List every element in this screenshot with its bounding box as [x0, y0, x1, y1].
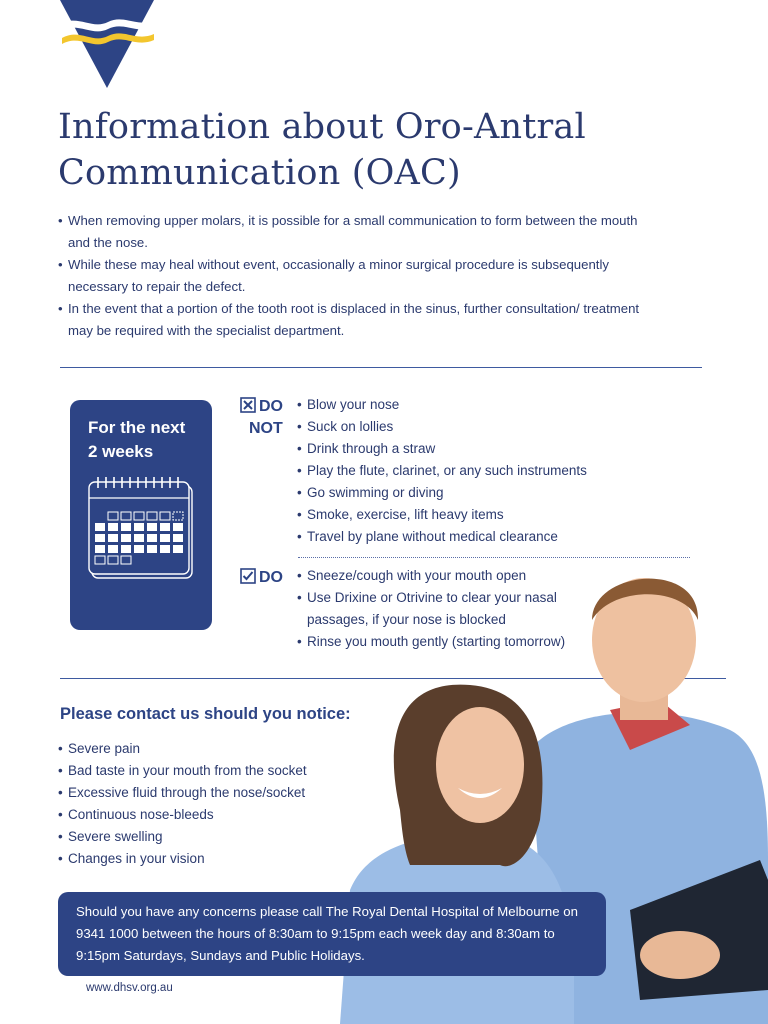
contact-info-panel — [58, 892, 606, 976]
list-item: • Severe swelling — [58, 826, 358, 848]
do-not-list — [297, 394, 717, 548]
list-item: • Excessive fluid through the nose/socket — [58, 782, 358, 804]
calendar-label-line-2: 2 weeks — [88, 442, 154, 461]
divider-top — [60, 367, 702, 368]
check-box-icon — [240, 568, 256, 584]
list-item: • Use Drixine or Otrivine to clear your nasal passages, if your nose is blocked — [297, 587, 577, 631]
page-title — [58, 104, 698, 196]
calendar-label-line-1: For the next — [88, 418, 186, 437]
intro-list — [58, 210, 658, 342]
title-line-2: Communication (OAC) — [58, 153, 461, 193]
list-item: • Rinse you mouth gently (starting tomorrow) — [297, 631, 577, 653]
dotted-divider — [298, 557, 690, 558]
list-item: • Continuous nose-bleeds — [58, 804, 358, 826]
do-not-label — [240, 396, 296, 440]
contact-heading: Please contact us should you notice: — [60, 705, 351, 723]
list-item: • Blow your nose — [297, 394, 717, 416]
list-item: • Changes in your vision — [58, 848, 358, 870]
list-item: • Severe pain — [58, 738, 358, 760]
cross-box-icon — [240, 397, 256, 413]
do-label — [240, 567, 283, 589]
calendar-panel — [70, 400, 212, 630]
list-item: • Play the flute, clarinet, or any such instruments — [297, 460, 717, 482]
intro-item: • While these may heal without event, occasionally a minor surgical procedure is subsequently necessary to repair the defect. — [58, 254, 658, 298]
do-not-label-line-1: DO — [259, 398, 283, 415]
list-item: • Travel by plane without medical clearance — [297, 526, 717, 548]
list-item: • Sneeze/cough with your mouth open — [297, 565, 577, 587]
intro-item: • In the event that a portion of the tooth root is displaced in the sinus, further consultation/ treatment may be required with the specialist department. — [58, 298, 658, 342]
list-item: • Go swimming or diving — [297, 482, 717, 504]
title-line-1: Information about Oro-Antral — [58, 107, 586, 147]
list-item: • Suck on lollies — [297, 416, 717, 438]
logo — [58, 0, 156, 90]
calendar-icon — [88, 476, 194, 582]
list-item: • Smoke, exercise, lift heavy items — [297, 504, 717, 526]
list-item: • Bad taste in your mouth from the socket — [58, 760, 358, 782]
contact-list — [58, 738, 358, 870]
calendar-label — [88, 416, 208, 464]
website-url: www.dhsv.org.au — [86, 982, 173, 994]
contact-message: Should you have any concerns please call The Royal Dental Hospital of Melbourne on 9341 1000 between the hours of 8:30am to 9:15pm each week day and 8:30am to 9:15pm Saturdays, Sundays and Public Holidays. — [76, 904, 578, 963]
list-item: • Drink through a straw — [297, 438, 717, 460]
do-label-text: DO — [259, 569, 283, 586]
do-not-label-line-2: NOT — [249, 420, 283, 437]
intro-item: • When removing upper molars, it is possible for a small communication to form between the mouth and the nose. — [58, 210, 658, 254]
